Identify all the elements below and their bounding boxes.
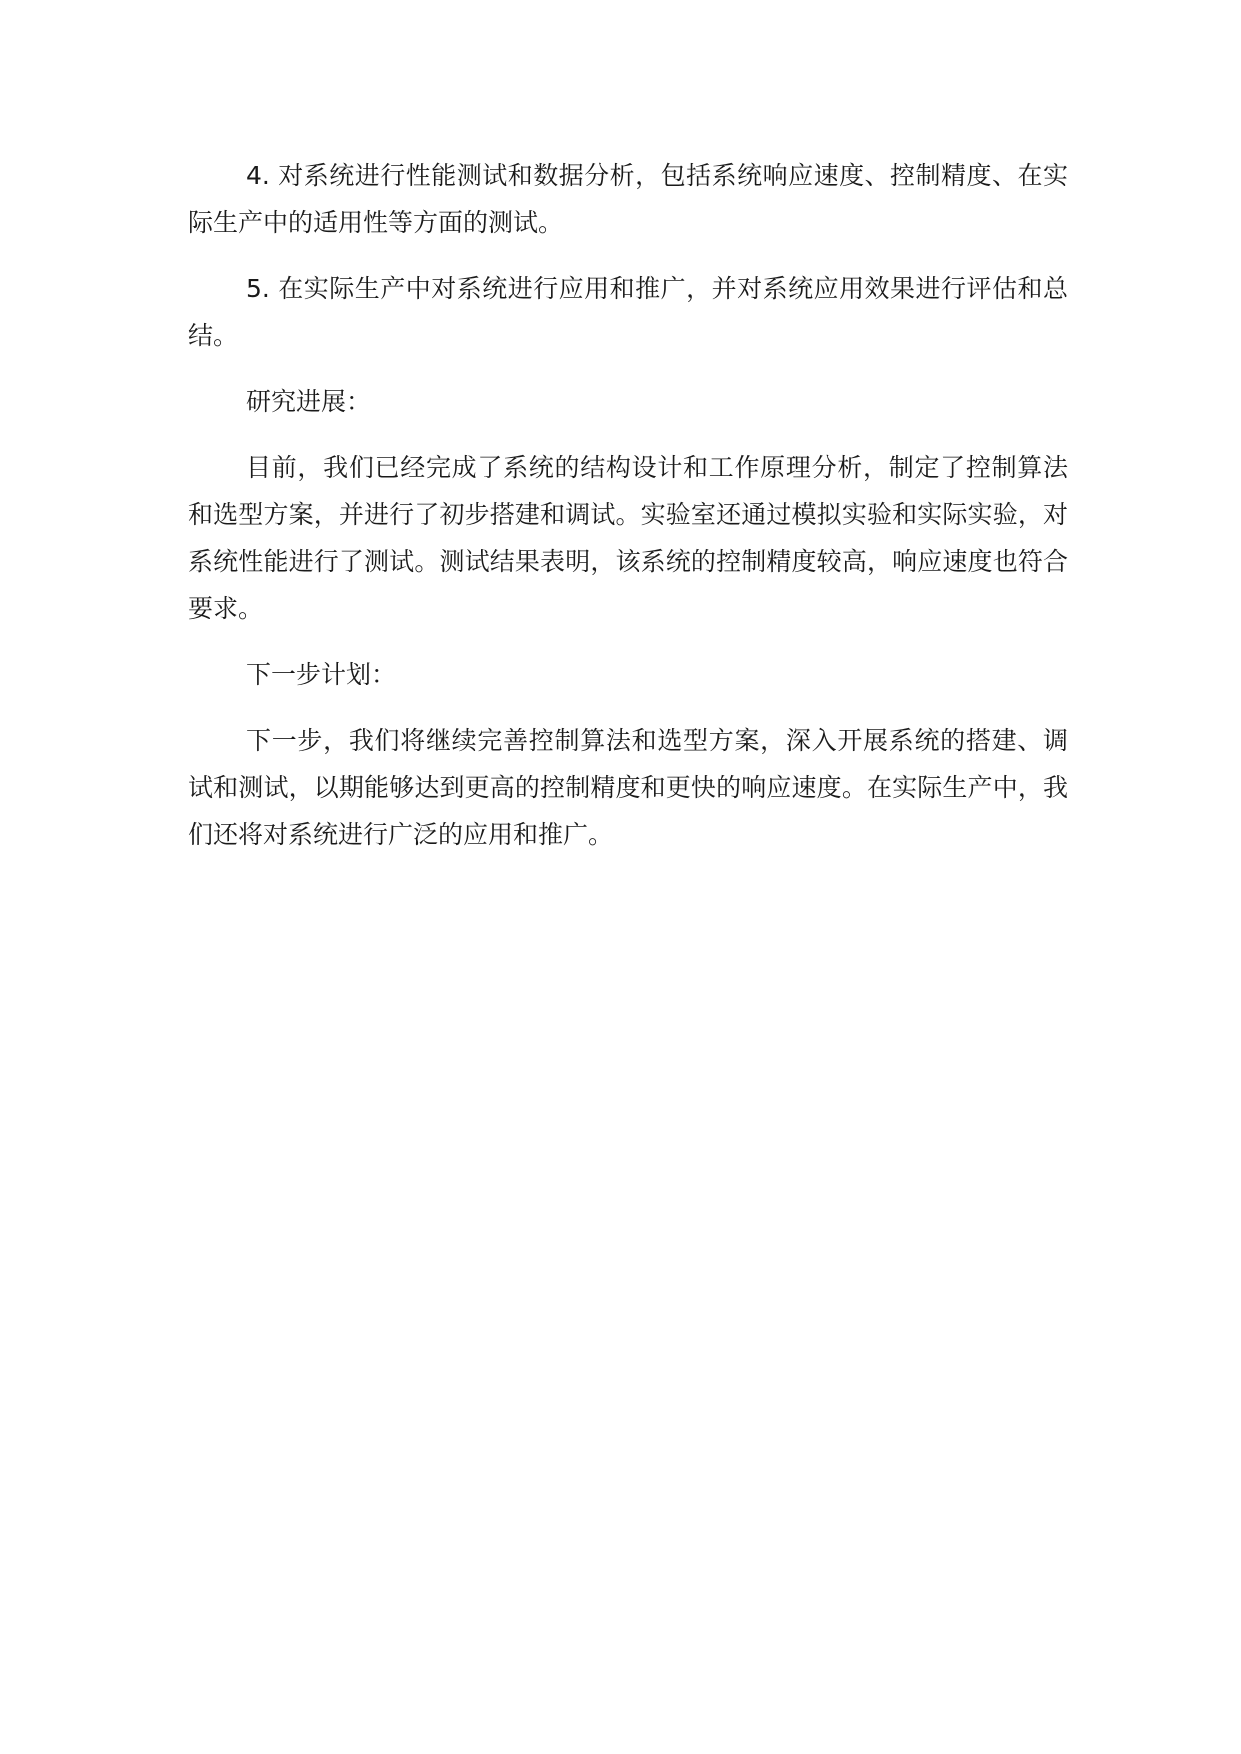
list-item-5: 5. 在实际生产中对系统进行应用和推广，并对系统应用效果进行评估和总结。 bbox=[188, 274, 1068, 350]
research-progress-heading: 研究进展： bbox=[246, 387, 372, 416]
list-item-4: 4. 对系统进行性能测试和数据分析，包括系统响应速度、控制精度、在实际生产中的适用性等方面的测试。 bbox=[188, 161, 1068, 237]
next-plan-heading: 下一步计划： bbox=[246, 660, 397, 689]
document-body bbox=[188, 152, 1068, 877]
next-plan-paragraph: 下一步，我们将继续完善控制算法和选型方案，深入开展系统的搭建、调试和测试，以期能够达到更高的控制精度和更快的响应速度。在实际生产中，我们还将对系统进行广泛的应用和推广。 bbox=[188, 726, 1068, 849]
research-progress-paragraph: 目前，我们已经完成了系统的结构设计和工作原理分析，制定了控制算法和选型方案，并进行了初步搭建和调试。实验室还通过模拟实验和实际实验，对系统性能进行了测试。测试结果表明，该系统的控制精度较高，响应速度也符合要求。 bbox=[188, 453, 1068, 623]
